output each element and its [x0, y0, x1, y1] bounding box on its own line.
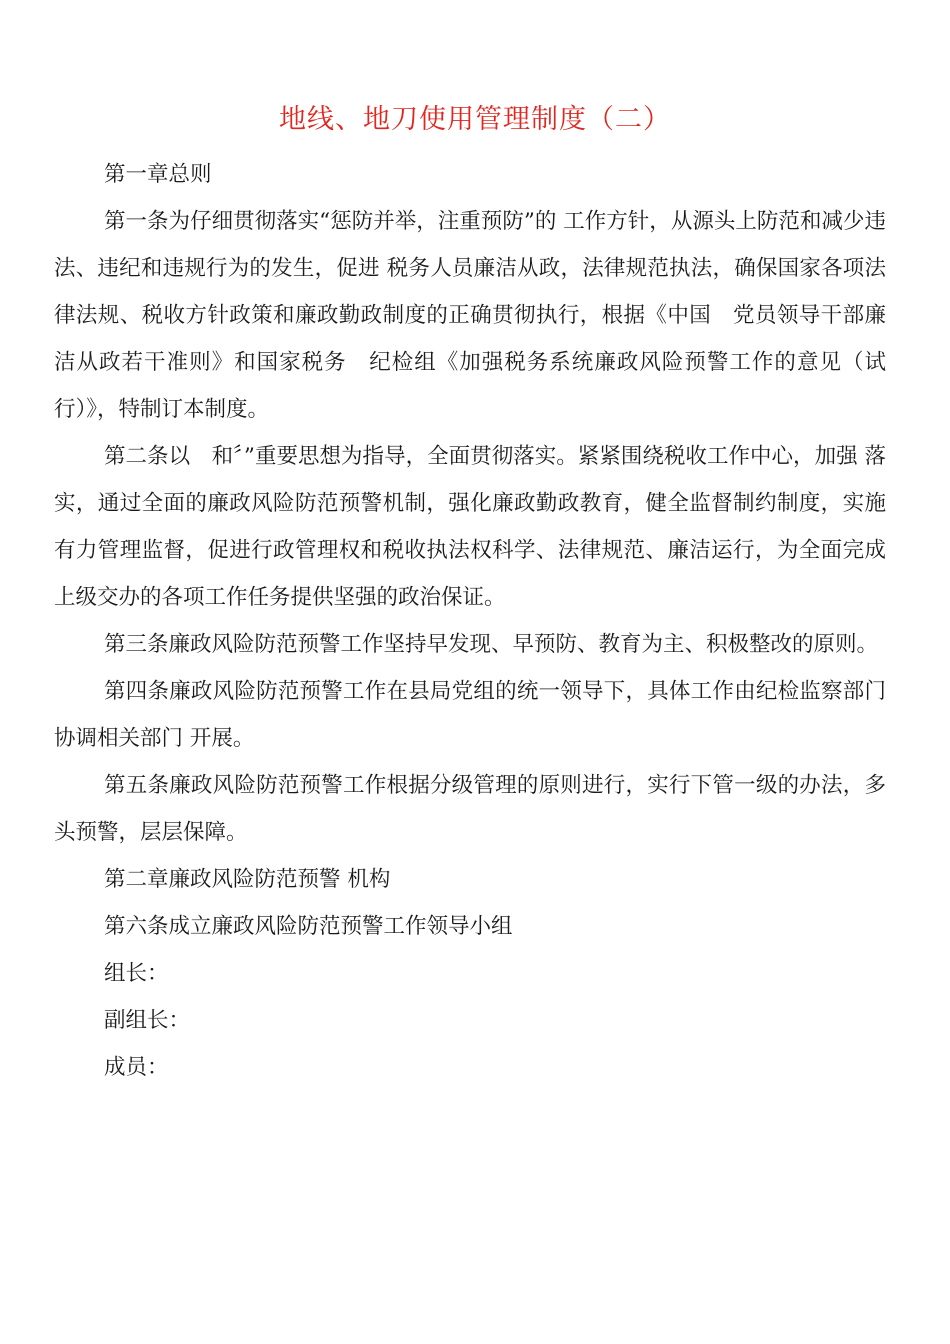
chapter-2-heading: 第二章廉政风险防范预警 机构 [104, 867, 391, 892]
article-5: 第五条廉政风险防范预警工作根据分级管理的原则进行，实行下管一级的办法，多头预警，层层保障。 [54, 773, 886, 845]
deputy-leader-line: 副组长： [104, 1008, 191, 1033]
chapter-1-heading: 第一章总则 [104, 162, 212, 187]
article-1: 第一条为仔细贯彻落实“惩防并举，注重预防”的 工作方针，从源头上防范和减少违法、违纪和违规行为的发生，促进 税务人员廉洁从政，法律规范执法，确保国家各项法律法规、税收方针政策和廉政勤政制度的正确贯彻执行，根据《中国 党员领导干部廉洁从政若干准则》和国家税务 纪检组《加强税务系统廉政风险预警工作的意见（试行）》，特制订本制度。 [54, 209, 886, 422]
article-4: 第四条廉政风险防范预警工作在县局党组的统一领导下，具体工作由纪检监察部门协调相关部门 开展。 [54, 679, 886, 751]
article-3: 第三条廉政风险防范预警工作坚持早发现、早预防、教育为主、积极整改的原则。 [104, 632, 879, 657]
document-body [54, 151, 886, 1091]
article-2: 第二条以 和〞”重要思想为指导，全面贯彻落实。紧紧围绕税收工作中心，加强 落实，通过全面的廉政风险防范预警机制，强化廉政勤政教育，健全监督制约制度，实施有力管理监督，促进行政管理权和税收执法权科学、法律规范、廉洁运行，为全面完成上级交办的各项工作任务提供坚强的政治保证。 [54, 444, 886, 610]
document-title: 地线、地刀使用管理制度（二） [279, 104, 671, 135]
members-line: 成员： [104, 1055, 169, 1080]
article-6: 第六条成立廉政风险防范预警工作领导小组 [104, 914, 513, 939]
group-leader-line: 组长： [104, 961, 169, 986]
